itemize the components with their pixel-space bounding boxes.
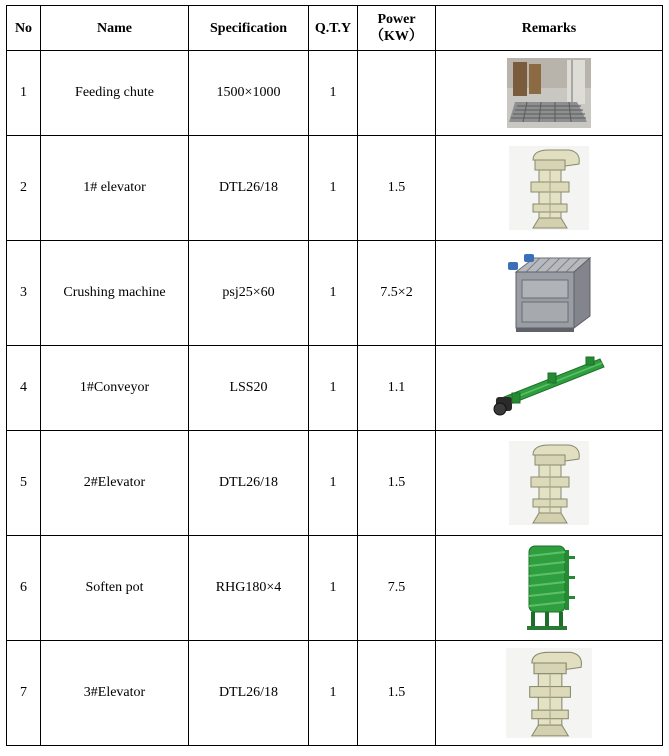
- cell-power: 1.5: [358, 136, 436, 241]
- soften-pot-image: [519, 542, 579, 634]
- cell-name: 1# elevator: [41, 136, 189, 241]
- table-row: [7, 641, 663, 746]
- screw-conveyor-image: [490, 353, 608, 423]
- cell-no: 5: [7, 431, 41, 536]
- cell-no: 6: [7, 536, 41, 641]
- header-no: No: [7, 6, 41, 51]
- header-qty: Q.T.Y: [309, 6, 358, 51]
- cell-qty: 1: [309, 431, 358, 536]
- bucket-elevator-image: [506, 648, 592, 738]
- cell-spec: DTL26/18: [189, 641, 309, 746]
- header-power: [358, 6, 436, 51]
- table-row: [7, 431, 663, 536]
- cell-name: Soften pot: [41, 536, 189, 641]
- cell-remarks: [436, 346, 663, 431]
- cell-remarks: [436, 51, 663, 136]
- cell-power: 1.5: [358, 641, 436, 746]
- cell-remarks: [436, 136, 663, 241]
- cell-name: Feeding chute: [41, 51, 189, 136]
- cell-spec: RHG180×4: [189, 536, 309, 641]
- cell-no: 2: [7, 136, 41, 241]
- cell-spec: psj25×60: [189, 241, 309, 346]
- cell-no: 4: [7, 346, 41, 431]
- cell-power: [358, 51, 436, 136]
- cell-remarks: [436, 241, 663, 346]
- header-remarks: Remarks: [436, 6, 663, 51]
- table-row: [7, 136, 663, 241]
- cell-spec: DTL26/18: [189, 431, 309, 536]
- cell-no: 1: [7, 51, 41, 136]
- table-row: [7, 241, 663, 346]
- header-power-unit: （KW）: [370, 29, 423, 44]
- cell-power: 7.5×2: [358, 241, 436, 346]
- equipment-table: [6, 5, 663, 746]
- table-row: [7, 536, 663, 641]
- cell-remarks: [436, 641, 663, 746]
- cell-qty: 1: [309, 346, 358, 431]
- bucket-elevator-image: [509, 146, 589, 230]
- cell-qty: 1: [309, 136, 358, 241]
- crushing-machine-image: [504, 250, 594, 336]
- cell-power: 7.5: [358, 536, 436, 641]
- header-power-label: Power: [377, 12, 416, 27]
- cell-spec: 1500×1000: [189, 51, 309, 136]
- table-row: [7, 346, 663, 431]
- cell-power: 1.5: [358, 431, 436, 536]
- cell-name: Crushing machine: [41, 241, 189, 346]
- header-row: [7, 6, 663, 51]
- cell-no: 3: [7, 241, 41, 346]
- cell-remarks: [436, 431, 663, 536]
- cell-qty: 1: [309, 536, 358, 641]
- header-specification: Specification: [189, 6, 309, 51]
- cell-qty: 1: [309, 51, 358, 136]
- cell-spec: DTL26/18: [189, 136, 309, 241]
- cell-spec: LSS20: [189, 346, 309, 431]
- cell-qty: 1: [309, 641, 358, 746]
- cell-name: 1#Conveyor: [41, 346, 189, 431]
- feeding-chute-image: [507, 58, 591, 128]
- header-name: Name: [41, 6, 189, 51]
- cell-name: 2#Elevator: [41, 431, 189, 536]
- cell-remarks: [436, 536, 663, 641]
- cell-power: 1.1: [358, 346, 436, 431]
- bucket-elevator-image: [509, 441, 589, 525]
- cell-no: 7: [7, 641, 41, 746]
- cell-qty: 1: [309, 241, 358, 346]
- cell-name: 3#Elevator: [41, 641, 189, 746]
- table-row: [7, 51, 663, 136]
